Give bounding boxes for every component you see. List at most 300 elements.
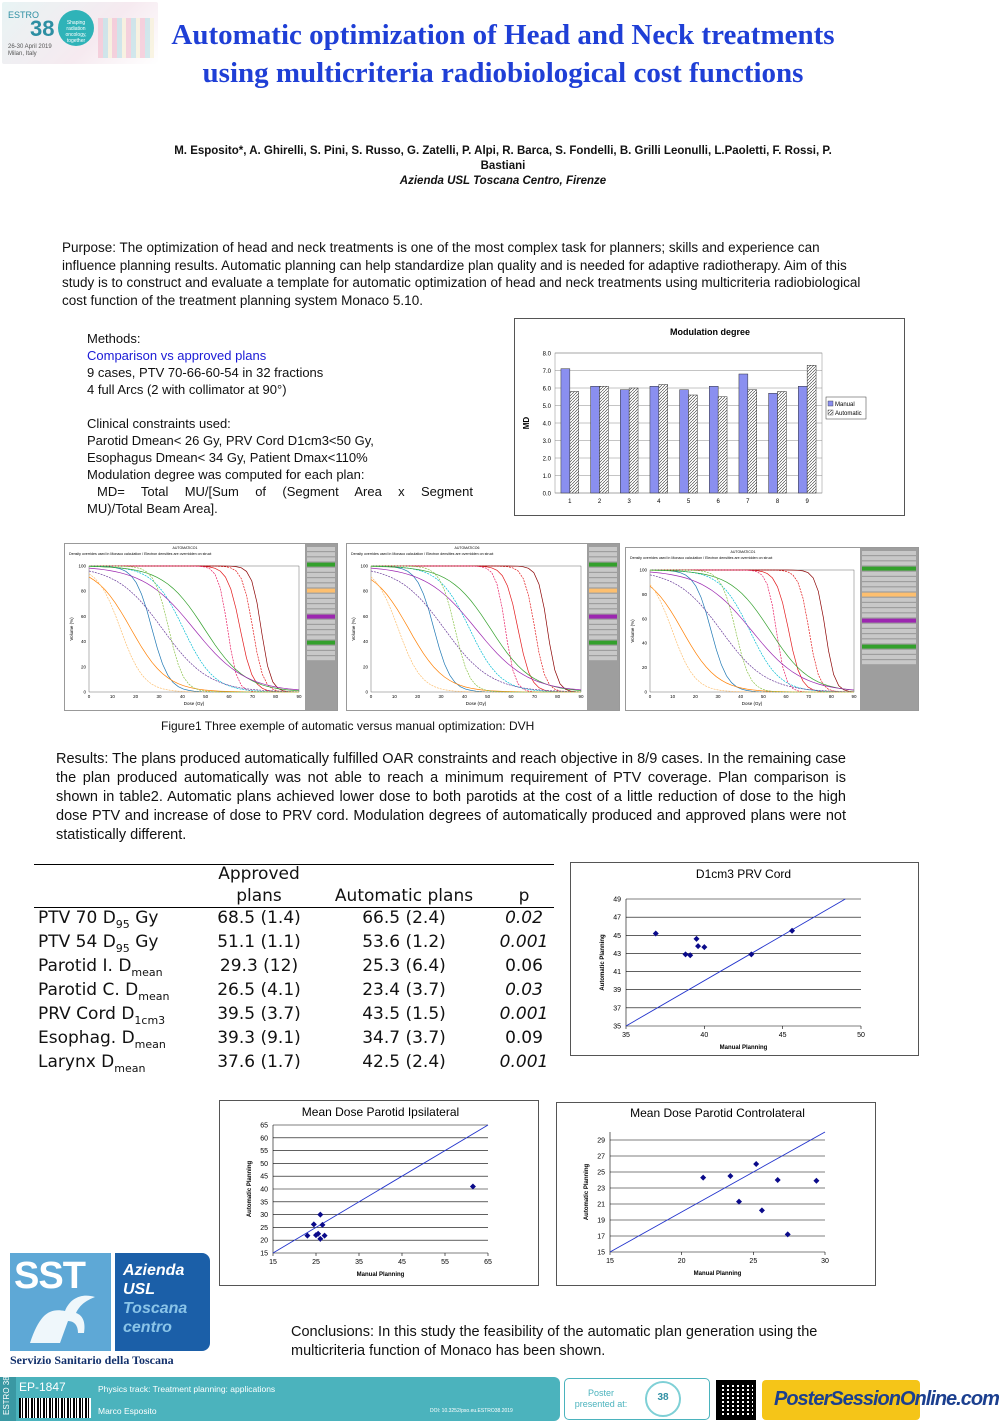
dvh-legend-row	[307, 641, 335, 645]
dvh-x-tick: 60	[226, 694, 232, 699]
purpose-text: Purpose: The optimization of head and neck treatments is one of the most complex task for planners; skills and experience can influence planning results. Automatic planning can help standardize plan quality and is needed for adaptive radiotherapy. Aim of this study is to construct and evaluate a template for automatic optimization of head and neck treatments using multicriteria radiobiological cost function of the treatment planning system Monaco 5.10.	[62, 240, 861, 308]
row-label-subscript: 95	[115, 918, 130, 931]
data-point	[775, 1177, 781, 1183]
sst-footer: Servizio Sanitario della Toscana	[10, 1353, 174, 1367]
dvh-y-tick: 20	[641, 665, 647, 671]
dvh-legend-row	[589, 573, 617, 577]
dvh-x-tick: 80	[273, 694, 279, 699]
estro-city-graphic	[98, 18, 154, 58]
dvh-x-tick: 30	[715, 694, 721, 699]
y-tick-label: 40	[260, 1186, 268, 1194]
qr-code-icon[interactable]	[716, 1380, 756, 1420]
y-tick-label: 60	[260, 1135, 268, 1143]
dvh-note: Density overrides used in Monaco calculation / Electron densities are overridden on struct	[69, 552, 212, 556]
p-value: 0.03	[505, 980, 543, 1000]
estro-number: 38	[30, 16, 55, 41]
header-approved	[204, 865, 314, 907]
automatic-value: 25.3 (6.4)	[362, 956, 446, 976]
table-row	[34, 956, 554, 980]
y-tick-label: 19	[597, 1217, 605, 1225]
table-row	[34, 1004, 554, 1028]
approved-value: 29.3 (12)	[219, 956, 299, 976]
dvh-legend-row	[862, 655, 916, 659]
dvh-legend-row	[862, 556, 916, 560]
y-tick-label: 30	[260, 1212, 268, 1220]
data-point	[700, 1175, 706, 1181]
dvh-y-label: Volume (%)	[351, 617, 356, 641]
dvh-y-tick: 60	[641, 616, 647, 622]
dvh-legend-row	[307, 563, 335, 567]
x-tick-label: 25	[749, 1258, 758, 1265]
conclusions-text: Conclusions: In this study the feasibility of the automatic plan generation using the multicriteria function of Monaco has been shown.	[291, 1324, 818, 1359]
estro-logo	[2, 2, 158, 64]
row-label-text: Larynx D	[38, 1052, 115, 1072]
x-tick-label: 6	[716, 499, 720, 505]
pegasus-icon	[10, 1253, 111, 1351]
dvh-legend-row	[862, 634, 916, 638]
bar-manual	[650, 386, 659, 493]
parotid-controlateral-svg	[557, 1103, 875, 1285]
data-point	[753, 1161, 759, 1167]
dvh-legend-row	[589, 568, 617, 572]
row-label-suffix: Gy	[129, 932, 159, 952]
dvh-legend-row	[589, 589, 617, 593]
poster-session-online-logo[interactable]	[762, 1380, 999, 1420]
chart-title: D1cm3 PRV Cord	[695, 867, 792, 881]
prv-cord-chart	[570, 862, 919, 1056]
approved-value: 39.3 (9.1)	[217, 1028, 301, 1048]
p-value: 0.09	[505, 1028, 543, 1048]
dvh-x-tick: 50	[203, 694, 209, 699]
y-tick-label: 25	[597, 1169, 605, 1177]
x-axis-label: Manual Planning	[356, 1272, 405, 1278]
dvh-legend-row	[589, 651, 617, 655]
x-tick-label: 40	[700, 1032, 709, 1039]
row-label	[34, 1052, 204, 1075]
x-tick-label: 30	[821, 1258, 829, 1265]
dvh-legend-row	[862, 629, 916, 633]
authors: M. Esposito*, A. Ghirelli, S. Pini, S. Russo, G. Zatelli, P. Alpi, R. Barca, S. Fondelli, B. Grilli Leonulli, L.Paoletti, F. Rossi, P. Bastiani	[174, 145, 832, 172]
bar-automatic	[718, 397, 727, 493]
dvh-legend-row	[862, 613, 916, 617]
dvh-legend-row	[862, 572, 916, 576]
dvh-x-tick: 50	[760, 694, 766, 699]
approved-value: 39.5 (3.7)	[217, 1004, 301, 1024]
dvh-legend-row	[589, 609, 617, 613]
row-label-text: Esophag. D	[38, 1028, 135, 1048]
dvh-plot-background	[347, 544, 587, 710]
dvh-x-tick: 40	[461, 694, 467, 699]
table-row	[34, 1052, 554, 1076]
dvh-x-tick: 90	[851, 694, 857, 699]
bar-automatic	[778, 392, 787, 494]
dvh-plot-background	[65, 544, 305, 710]
dvh-y-tick: 100	[78, 563, 86, 569]
x-tick-label: 55	[441, 1259, 449, 1266]
dvh-legend-row	[589, 630, 617, 634]
comparison-table	[34, 864, 554, 1076]
y-tick-label: 17	[597, 1233, 605, 1241]
bar-automatic	[659, 385, 668, 494]
y-tick-label: 2.0	[542, 456, 551, 463]
dvh-legend-row	[589, 641, 617, 645]
x-tick-label: 50	[857, 1032, 865, 1039]
row-label-subscript: mean	[138, 990, 170, 1003]
header-approved-line1: Approved	[218, 864, 300, 884]
bar-manual	[798, 386, 807, 493]
bar-automatic	[600, 386, 609, 493]
identity-line	[626, 899, 845, 1026]
row-label	[34, 980, 204, 1003]
x-tick-label: 5	[686, 499, 691, 505]
dvh-x-tick: 30	[438, 694, 444, 699]
automatic-value: 23.4 (3.7)	[362, 980, 446, 1000]
table-row	[34, 908, 554, 932]
dvh-legend-row	[862, 645, 916, 649]
legend-label: Manual	[835, 402, 855, 408]
data-point	[322, 1233, 328, 1239]
dvh-legend-row	[589, 615, 617, 619]
x-tick-label: 35	[355, 1259, 363, 1266]
y-tick-label: 6.0	[542, 386, 551, 393]
dvh-legend-row	[307, 630, 335, 634]
row-label	[34, 1028, 204, 1051]
row-label	[34, 932, 204, 955]
y-tick-label: 47	[613, 914, 621, 922]
sst-line: Toscana	[123, 1300, 188, 1317]
dvh-legend-row	[307, 620, 335, 624]
pso-brand: PosterSessionOnline.com	[774, 1388, 999, 1410]
y-axis-label: Automatic Planning	[600, 934, 606, 991]
dvh-header: AUTOMATICO1	[730, 550, 756, 554]
dvh-x-tick: 10	[391, 694, 397, 699]
dvh-x-tick: 90	[296, 694, 302, 699]
bar-automatic	[629, 388, 638, 493]
x-tick-label: 25	[312, 1259, 320, 1266]
y-tick-label: 27	[597, 1153, 605, 1161]
legend-label: Automatic	[835, 411, 862, 417]
constraints-heading: Clinical constraints used:	[87, 416, 231, 431]
x-tick-label: 15	[606, 1258, 614, 1265]
data-point	[785, 1231, 791, 1237]
track-label: Physics track: Treatment planning: applications	[98, 1384, 276, 1394]
dvh-x-tick: 60	[783, 694, 789, 699]
methods-line: 9 cases, PTV 70-66-60-54 in 32 fractions	[87, 365, 324, 380]
dvh-legend-row	[589, 583, 617, 587]
identity-line	[610, 1132, 825, 1252]
approved-value: 26.5 (4.1)	[217, 980, 301, 1000]
data-point	[311, 1221, 317, 1227]
dvh-legend-row	[307, 589, 335, 593]
poster-id: EP-1847	[19, 1380, 66, 1394]
dvh-legend-row	[589, 594, 617, 598]
bar-automatic	[748, 390, 757, 493]
dvh-x-tick: 80	[828, 694, 834, 699]
x-tick-label: 35	[622, 1032, 630, 1039]
dvh-panel-1	[64, 543, 338, 711]
dvh-x-tick: 60	[508, 694, 514, 699]
bar-manual	[591, 386, 600, 493]
x-tick-label: 7	[746, 499, 750, 505]
dvh-x-label: Dose (Gy)	[465, 701, 487, 706]
dvh-y-tick: 80	[641, 591, 647, 597]
p-value: 0.001	[499, 932, 549, 952]
dvh-legend-row	[862, 598, 916, 602]
dvh-y-tick: 20	[80, 664, 86, 670]
bar-manual	[739, 374, 748, 493]
data-point	[683, 951, 689, 957]
dvh-legend-row	[862, 608, 916, 612]
x-tick-label: 45	[398, 1259, 406, 1266]
dvh-legend-row	[589, 578, 617, 582]
dvh-y-tick: 40	[80, 639, 86, 645]
y-axis-label: Automatic Planning	[247, 1160, 253, 1218]
bar-automatic	[570, 392, 579, 494]
p-value: 0.02	[505, 908, 543, 928]
affiliation: Azienda USL Toscana Centro, Firenze	[399, 175, 607, 187]
y-tick-label: 37	[613, 1005, 621, 1013]
dvh-x-tick: 0	[87, 694, 91, 699]
y-tick-label: 43	[613, 950, 621, 958]
x-tick-label: 15	[269, 1259, 277, 1266]
dvh-legend-row	[307, 651, 335, 655]
bar-manual	[620, 390, 629, 493]
y-tick-label: 20	[260, 1237, 268, 1245]
row-label-text: PTV 70 D	[38, 908, 116, 928]
chart-title: Modulation degree	[669, 327, 751, 337]
dvh-note: Density overrides used in Monaco calculation / Electron densities are overridden on struct	[630, 556, 773, 560]
y-tick-label: 55	[260, 1148, 268, 1156]
dvh-legend-row	[589, 599, 617, 603]
y-tick-label: 41	[613, 969, 621, 977]
dvh-x-label: Dose (Gy)	[183, 701, 205, 706]
dvh-x-tick: 20	[692, 694, 698, 699]
methods-subheading: Comparison vs approved plans	[87, 348, 267, 363]
dvh-x-tick: 40	[179, 694, 185, 699]
dvh-legend-row	[589, 563, 617, 567]
y-tick-label: 49	[613, 896, 621, 904]
y-tick-label: 25	[260, 1224, 268, 1232]
doi-label: DOI: 10.3252/pso.eu.ESTRO38.2019	[430, 1408, 513, 1414]
row-label-text: PRV Cord D	[38, 1004, 135, 1024]
data-point	[813, 1178, 819, 1184]
md-line: Modulation degree was computed for each plan:	[87, 467, 365, 482]
automatic-value: 43.5 (1.5)	[362, 1004, 446, 1024]
sst-mark-text: SST	[14, 1255, 85, 1297]
dvh-x-tick: 20	[133, 694, 139, 699]
automatic-value: 66.5 (2.4)	[362, 908, 446, 928]
presenter-name: Marco Esposito	[98, 1406, 157, 1416]
y-tick-label: 21	[597, 1201, 605, 1209]
dvh-legend-row	[307, 568, 335, 572]
y-tick-label: 4.0	[542, 421, 551, 428]
y-tick-label: 15	[260, 1250, 268, 1258]
x-tick-label: 8	[775, 499, 780, 505]
sst-line: Azienda	[123, 1262, 185, 1279]
dvh-legend-row	[589, 552, 617, 556]
dvh-x-label: Dose (Gy)	[741, 701, 763, 706]
data-point	[470, 1183, 476, 1189]
dvh-legend-row	[589, 625, 617, 629]
chart-title: Mean Dose Parotid Controlateral	[630, 1106, 805, 1120]
table-row	[34, 980, 554, 1004]
approved-value: 68.5 (1.4)	[217, 908, 301, 928]
y-tick-label: 23	[597, 1185, 605, 1193]
row-label-subscript: mean	[134, 1038, 166, 1051]
dvh-legend-row	[307, 583, 335, 587]
data-point	[727, 1173, 733, 1179]
dvh-legend-row	[589, 656, 617, 660]
dvh-y-tick: 20	[362, 664, 368, 670]
dvh-x-tick: 50	[485, 694, 491, 699]
dvh-legend-row	[862, 650, 916, 654]
legend-swatch	[828, 410, 833, 415]
dvh-legend-row	[862, 567, 916, 571]
automatic-value: 34.7 (3.7)	[362, 1028, 446, 1048]
y-tick-label: 8.0	[542, 351, 551, 358]
methods-heading: Methods:	[87, 331, 141, 346]
x-axis-label: Manual Planning	[719, 1045, 768, 1051]
x-tick-label: 2	[597, 499, 602, 505]
y-tick-label: 45	[613, 932, 621, 940]
dvh-legend-row	[862, 603, 916, 607]
md-formula: MD= Total MU/[Sum of (Segment Area x Segment	[97, 484, 473, 499]
row-label-subscript: 1cm3	[134, 1014, 166, 1027]
estro-brand: ESTRO	[8, 10, 40, 20]
sst-line: centro	[123, 1319, 172, 1336]
footer-bar	[0, 1377, 560, 1421]
dvh-x-tick: 0	[648, 694, 652, 699]
dvh-svg	[347, 544, 619, 710]
y-tick-label: 3.0	[542, 439, 551, 445]
row-label-suffix: Gy	[129, 908, 159, 928]
row-label	[34, 956, 204, 979]
y-tick-label: 7.0	[542, 369, 551, 375]
dvh-legend-row	[307, 599, 335, 603]
dvh-legend-row	[862, 561, 916, 565]
y-tick-label: 35	[260, 1199, 268, 1207]
dvh-legend-row	[307, 578, 335, 582]
p-value: 0.001	[499, 1004, 549, 1024]
data-point	[317, 1236, 323, 1242]
row-label	[34, 908, 204, 931]
chart-title: Mean Dose Parotid Ipsilateral	[301, 1105, 460, 1119]
y-tick-label: 50	[260, 1160, 268, 1168]
dvh-legend-row	[589, 604, 617, 608]
dvh-legend-row	[862, 582, 916, 586]
x-tick-label: 3	[627, 499, 631, 505]
dvh-x-tick: 10	[109, 694, 115, 699]
bar-manual	[709, 386, 718, 493]
dvh-x-tick: 30	[156, 694, 162, 699]
presented-at	[564, 1378, 710, 1420]
bar-automatic	[807, 365, 816, 493]
dvh-x-tick: 0	[369, 694, 373, 699]
row-label	[34, 1004, 204, 1027]
dvh-y-label: Volume (%)	[69, 617, 74, 641]
p-value: 0.06	[505, 956, 543, 976]
data-point	[701, 944, 707, 950]
dvh-x-tick: 70	[249, 694, 255, 699]
x-tick-label: 65	[484, 1259, 492, 1266]
y-tick-label: 0.0	[542, 491, 551, 498]
table-row	[34, 1028, 554, 1052]
row-label-subscript: mean	[131, 966, 163, 979]
dvh-y-tick: 80	[362, 588, 368, 594]
dvh-y-tick: 100	[639, 567, 647, 573]
dvh-note: Density overrides used in Monaco calculation / Electron densities are overridden on struct	[351, 552, 494, 556]
x-axis-label: Manual Planning	[693, 1271, 742, 1277]
dvh-y-tick: 60	[362, 613, 368, 619]
parotid-ipsilateral-chart	[219, 1100, 539, 1286]
parotid-controlateral-chart	[556, 1102, 876, 1286]
dvh-x-tick: 90	[578, 694, 584, 699]
table-header	[34, 865, 554, 908]
approved-value: 37.6 (1.7)	[217, 1052, 301, 1072]
dvh-legend-row	[862, 624, 916, 628]
dvh-y-tick: 0	[644, 689, 647, 695]
methods-line: 4 full Arcs (2 with collimator at 90°)	[87, 382, 287, 397]
x-tick-label: 45	[778, 1032, 787, 1039]
x-tick-label: 20	[677, 1258, 686, 1265]
dvh-x-tick: 20	[415, 694, 421, 699]
dvh-legend-row	[862, 551, 916, 555]
dvh-x-tick: 40	[738, 694, 744, 699]
dvh-legend-row	[307, 646, 335, 650]
footer-side-label: ESTRO 38	[2, 1376, 11, 1415]
data-point	[736, 1199, 742, 1205]
barcode-icon	[19, 1398, 91, 1418]
legend-swatch	[828, 401, 833, 406]
y-tick-label: 15	[597, 1249, 605, 1257]
y-tick-label: 45	[260, 1173, 268, 1181]
x-tick-label: 9	[805, 499, 809, 505]
sst-line: USL	[123, 1281, 155, 1298]
dvh-y-tick: 0	[83, 689, 86, 695]
dvh-x-tick: 80	[555, 694, 561, 699]
estro-dates: 26-30 April 2019 Milan, Italy	[8, 44, 52, 57]
modulation-degree-svg	[515, 319, 904, 515]
dvh-legend-row	[307, 557, 335, 561]
row-label-text: PTV 54 D	[38, 932, 116, 952]
dvh-x-tick: 70	[531, 694, 537, 699]
y-tick-label: 1.0	[542, 474, 551, 480]
dvh-legend-row	[307, 635, 335, 639]
sst-mark	[10, 1253, 111, 1351]
dvh-legend-row	[862, 660, 916, 664]
methods-section	[87, 330, 473, 517]
data-point	[759, 1207, 765, 1213]
prv-cord-svg	[571, 863, 918, 1055]
row-label-subscript: 95	[115, 942, 130, 955]
modulation-degree-chart	[514, 318, 905, 516]
row-label-subscript: mean	[114, 1062, 146, 1075]
dvh-legend-row	[307, 547, 335, 551]
table-body	[34, 908, 554, 1076]
y-tick-label: 39	[613, 987, 621, 995]
dvh-legend-row	[307, 604, 335, 608]
bar-manual	[769, 393, 778, 493]
data-point	[695, 943, 701, 949]
header-p: p	[518, 886, 530, 906]
x-tick-label: 1	[568, 499, 572, 505]
row-label-text: Parotid I. D	[38, 956, 132, 976]
y-axis-label: Automatic Planning	[584, 1163, 590, 1221]
y-tick-label: 5.0	[542, 404, 551, 410]
dvh-legend-row	[307, 609, 335, 613]
dvh-y-tick: 60	[80, 613, 86, 619]
dvh-header: AUTOMATICO1	[172, 546, 198, 550]
